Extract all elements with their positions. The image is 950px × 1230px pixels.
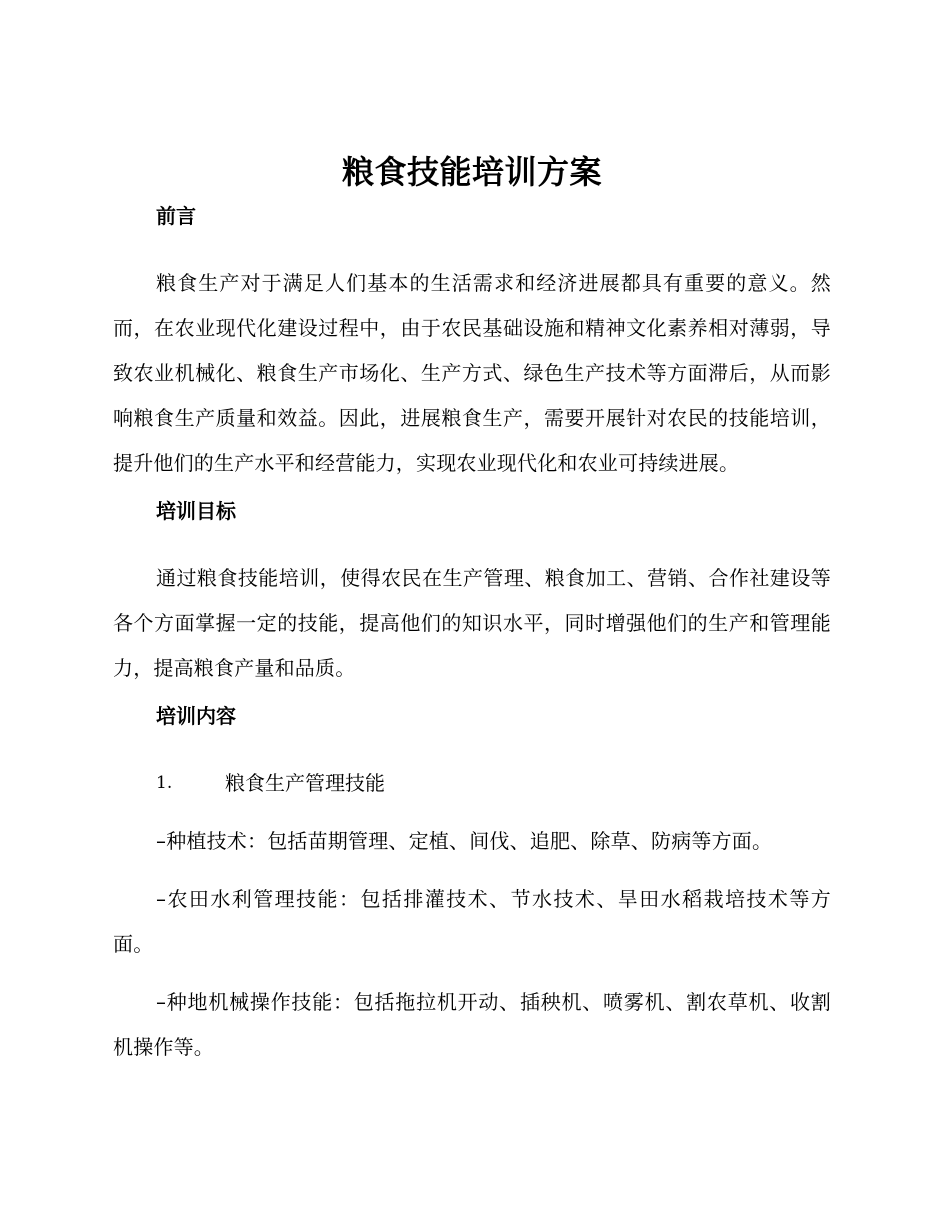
list-item <box>113 761 831 806</box>
section-heading-content: 培训内容 <box>156 704 236 728</box>
document-page <box>113 150 831 1083</box>
section-heading-preface: 前言 <box>156 204 196 228</box>
preface-paragraph: 粮食生产对于满足人们基本的生活需求和经济进展都具有重要的意义。然而，在农业现代化建设过程中，由于农民基础设施和精神文化素养相对薄弱，导致农业机械化、粮食生产市场化、生产方式、绿色生产技术等方面滞后，从而影响粮食生产质量和效益。因此，进展粮食生产，需要开展针对农民的技能培训，提升他们的生产水平和经营能力，实现农业现代化和农业可持续进展。 <box>113 271 831 475</box>
bullet-irrigation: –农田水利管理技能：包括排灌技术、节水技术、旱田水稻栽培技术等方面。 <box>113 887 831 956</box>
bullet-machinery: –种地机械操作技能：包括拖拉机开动、插秧机、喷雾机、割农草机、收割机操作等。 <box>113 990 831 1059</box>
goals-paragraph: 通过粮食技能培训，使得农民在生产管理、粮食加工、营销、合作社建设等各个方面掌握一定的技能，提高他们的知识水平，同时增强他们的生产和管理能力，提高粮食产量和品质。 <box>113 566 831 680</box>
section-heading-goals: 培训目标 <box>156 499 236 523</box>
document-title: 粮食技能培训方案 <box>341 153 602 191</box>
list-number: 1. <box>156 773 173 793</box>
bullet-planting: –种植技术：包括苗期管理、定植、间伐、追肥、除草、防病等方面。 <box>156 829 773 853</box>
list-item-label: 粮食生产管理技能 <box>225 771 385 795</box>
